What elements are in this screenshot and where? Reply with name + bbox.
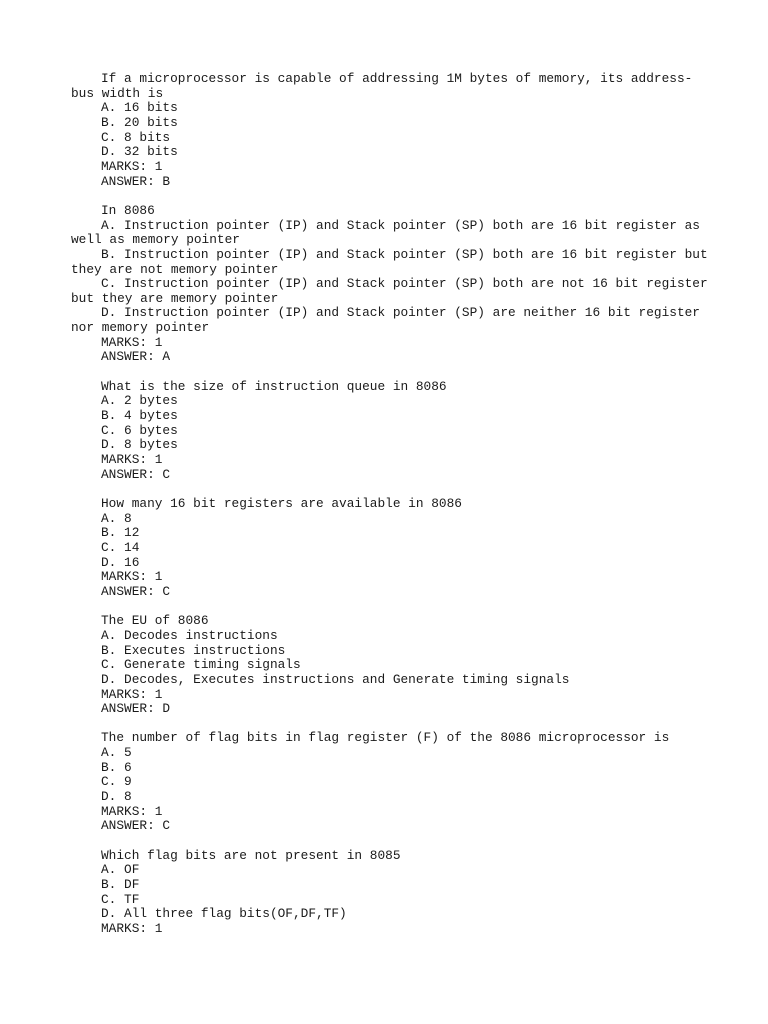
answer-line: ANSWER: C — [101, 466, 171, 482]
option-c: C. Generate timing signals — [101, 657, 301, 673]
option-a: A. 2 bytes — [101, 393, 178, 409]
option-b: B. 4 bytes — [101, 408, 178, 424]
question-stem: What is the size of instruction queue in 8086 — [101, 378, 447, 394]
option-a: A. 16 bits — [101, 100, 178, 116]
option-b: B. 20 bits — [101, 114, 178, 130]
option-c: C. 8 bits — [101, 129, 171, 145]
option-c: C. 14 — [101, 539, 140, 555]
option-d: D. 16 — [101, 554, 140, 570]
option-c: C. TF — [101, 891, 140, 907]
question-7 — [71, 849, 711, 937]
option-a: A. 5 — [101, 745, 132, 761]
marks-line: MARKS: 1 — [101, 569, 163, 585]
question-stem: In 8086 — [101, 202, 155, 218]
option-c: C. 9 — [101, 774, 132, 790]
question-stem: Which flag bits are not present in 8085 — [101, 847, 401, 863]
option-d: D. All three flag bits(OF,DF,TF) — [101, 906, 347, 922]
option-d: D. Decodes, Executes instructions and Generate timing signals — [101, 671, 570, 687]
option-b: B. 6 — [101, 759, 132, 775]
marks-line: MARKS: 1 — [101, 158, 163, 174]
option-d: D. 32 bits — [101, 144, 178, 160]
option-b: B. Executes instructions — [101, 642, 286, 658]
question-5 — [71, 614, 711, 717]
marks-line: MARKS: 1 — [101, 686, 163, 702]
option-d: D. 8 — [101, 789, 132, 805]
question-stem: The number of flag bits in flag register (F) of the 8086 microprocessor is — [101, 730, 670, 746]
option-a: A. Instruction pointer (IP) and Stack pointer (SP) both are 16 bit register as well as memory pointer — [71, 217, 708, 248]
option-c: C. Instruction pointer (IP) and Stack pointer (SP) both are not 16 bit register but they are memory pointer — [71, 276, 716, 306]
question-list — [71, 71, 716, 951]
question-1 — [71, 72, 711, 189]
question-4 — [71, 497, 711, 600]
marks-line: MARKS: 1 — [101, 452, 163, 468]
question-stem: The EU of 8086 — [101, 613, 209, 629]
marks-line: MARKS: 1 — [101, 803, 163, 819]
answer-line: ANSWER: A — [101, 349, 171, 365]
option-d: D. Instruction pointer (IP) and Stack pointer (SP) are neither 16 bit register nor memory pointer — [71, 305, 708, 336]
option-a: A. OF — [101, 862, 140, 878]
marks-line: MARKS: 1 — [101, 334, 163, 350]
question-6 — [71, 731, 711, 834]
answer-line: ANSWER: B — [101, 173, 171, 189]
answer-line: ANSWER: D — [101, 701, 171, 717]
option-a: A. 8 — [101, 510, 132, 526]
option-b: B. Instruction pointer (IP) and Stack pointer (SP) both are 16 bit register but they are not memory pointer — [71, 246, 716, 277]
option-b: B. DF — [101, 877, 140, 892]
answer-line: ANSWER: C — [101, 818, 171, 834]
option-c: C. 6 bytes — [101, 422, 178, 438]
answer-line: ANSWER: C — [101, 583, 171, 599]
question-stem: How many 16 bit registers are available in 8086 — [101, 495, 462, 511]
option-b: B. 12 — [101, 525, 140, 541]
question-2 — [71, 202, 716, 365]
question-3 — [71, 380, 711, 483]
option-d: D. 8 bytes — [101, 437, 178, 453]
question-stem: If a microprocessor is capable of addressing 1M bytes of memory, its address-bus width is — [71, 71, 693, 101]
option-a: A. Decodes instructions — [101, 627, 278, 643]
marks-line: MARKS: 1 — [101, 920, 163, 936]
